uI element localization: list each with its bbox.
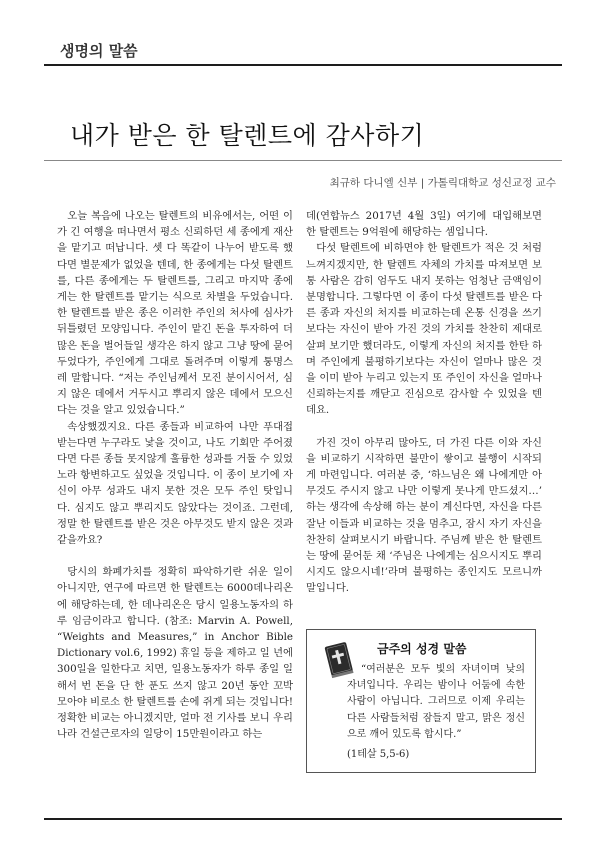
article-title: 내가 받은 한 탈렌트에 감사하기 [70,121,425,150]
article-column-right [306,208,542,597]
article-column-left [57,208,293,743]
verse-reference: (1테살 5,5-6) [347,749,410,760]
paragraph: 데(연합뉴스 2017년 4월 3일) 여기에 대입해보면 한 탈렌트는 9억원에 해당하는 셈입니다. [306,210,542,239]
paragraph: 가진 것이 아무리 많아도, 더 가진 다른 이와 자신을 비교하기 시작하면 불만이 쌓이고 불행이 시작되게 마련입니다. 여러분 중, ‘하느님은 왜 나에게만 아무것도 주시지 않고 나만 이렇게 못나게 만드셨지…’ 하는 생각에 속상해 하는 분이 계신다면, 자신을 다른 잘난 이들과 비교하는 것을 멈추고, 잠시 자기 자신을 찬찬히 살펴보시기 바랍니다. 주님께 받은 한 탈렌트는 땅에 묻어둔 채 ‘주님은 나에게는 심으시지도 뿌리시지도 않으시네!’라며 불평하는 종인지도 모르니까 말입니다. [306,436,542,595]
verse-text: “여러분은 모두 빛의 자녀이며 낮의 자녀입니다. 우리는 밤이나 어둠에 속한 사람이 아닙니다. 그러므로 이제 우리는 다른 사람들처럼 잠들지 말고, 맑은 정신으로 깨어 있도록 합시다.” [347,664,525,740]
title-rule [44,160,562,161]
author-byline: 최규하 다니엘 신부 | 가톨릭대학교 성신교정 교수 [329,177,556,189]
section-label: 생명의 말씀 [60,42,138,60]
paragraph: 다섯 탈렌트에 비하면야 한 탈렌트가 적은 것 처럼 느껴지겠지만, 한 탈렌트 자체의 가치를 따져보면 보통 사람은 감히 엄두도 내지 못하는 엄청난 금액임이 분명합니다. 그렇다면 이 종이 다섯 탈렌트를 받은 다른 종과 자신의 처지를 비교하는데 온통 신경을 쓰기보다는 자신이 받아 가진 것의 가치를 찬찬히 제대로 살펴 보기만 했더라도, 이렇게 자신의 처지를 한탄 하며 주인에게 불평하기보다는 자신이 얼마나 많은 것을 이미 받아 누리고 있는지 또 주인이 자신을 얼마나 신뢰하는지를 깨닫고 진심으로 감사할 수 있었을 텐데요. [306,242,542,417]
weekly-verse-box [306,629,536,773]
paragraph: 속상했겠지요. 다른 종들과 비교하여 나만 푸대접받는다면 누구라도 낯을 것이고, 나도 기회만 주어졌다면 다른 종들 못지않게 훌륭한 성과를 거둘 수 있었노라 항변하고도 싶었을 것입니다. 이 종이 보기에 자신이 아무 성과도 내지 못한 것은 모두 주인 탓입니다. 심지도 않고 뿌리지도 않았다는 것이죠. 그런데, 정말 한 탈렌트를 받은 것은 아무것도 받지 않은 것과 같을까요? [57,420,293,547]
paragraph: 오늘 복음에 나오는 탈렌트의 비유에서는, 어떤 이가 긴 여행을 떠나면서 평소 신뢰하던 세 종에게 재산을 맡기고 떠납니다. 셋 다 똑같이 나누어 받도록 했다면 별문제가 없었을 텐데, 한 종에게는 다섯 탈렌트를, 다른 종에게는 두 탈렌트를, 그리고 마지막 종에게는 한 탈렌트를 맡기는 식으로 차별을 두었습니다. 한 탈렌트를 받은 종은 이러한 주인의 처사에 심사가 뒤틀렸던 모양입니다. 주인이 맡긴 돈을 투자하여 더 많은 돈을 벌어들일 생각은 하지 않고 그냥 땅에 묻어 두었다가, 주인에게 그대로 돌려주며 이렇게 퉁명스레 말합니다. “저는 주인님께서 모진 분이시어서, 심지 않은 데에서 거두시고 뿌리지 않은 데에서 모으신다는 것을 알고 있었습니다.” [57,210,293,417]
paragraph: 당시의 화폐가치를 정확히 파악하기란 쉬운 일이 아니지만, 연구에 따르면 한 탈렌트는 6000데나리온에 해당하는데, 한 데나리온은 당시 일용노동자의 하루 임금이라고 합니다. (참조: Marvin A. Powell, “Weights and Measures,” in Anchor Bible Dictionary vol.6, 1992) 휴일 등을 제하고 일 년에 300일을 일한다고 치면, 일용노동자가 하루 종일 일해서 번 돈을 단 한 푼도 쓰지 않고 20년 동안 꼬박 모아야 비로소 한 탈렌트를 손에 쥐게 되는 것입니다! 정확한 비교는 아니겠지만, 얼마 전 기사를 보니 우리나라 건설근로자의 일당이 15만원이라고 하는 [57,566,293,741]
verse-box-title: 금주의 성경 말씀 [377,642,467,656]
footer-rule [44,818,562,820]
header-rule-top [44,64,562,66]
